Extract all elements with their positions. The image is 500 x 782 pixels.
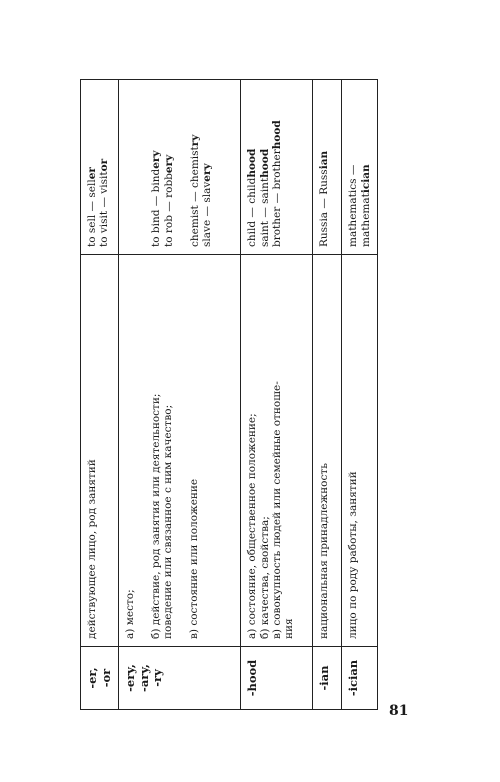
meaning-text: действующее лицо, род занятий <box>86 459 98 639</box>
example-line: child — childhood <box>246 148 259 247</box>
suffix-text: -ician <box>346 659 361 697</box>
example-line: mathematician <box>359 164 372 247</box>
meaning-cell <box>81 255 119 647</box>
table-row <box>313 80 342 710</box>
meaning-text: а) место; <box>124 589 137 639</box>
suffix-text: -ian <box>317 665 332 691</box>
meaning-text: б) действие, род занятия или деятельности; <box>149 393 162 639</box>
example-line: Russia — Russian <box>318 150 331 247</box>
suffix-cell <box>313 647 342 710</box>
example-line: slave — slavery <box>201 163 214 247</box>
table-row <box>119 80 241 710</box>
suffix-table-rotated <box>80 80 370 710</box>
suffix-cell <box>119 647 241 710</box>
suffix-text: -ry <box>150 669 165 687</box>
meaning-text: лицо по роду работы, занятий <box>347 471 360 639</box>
suffix-text: -er, <box>85 667 99 689</box>
examples-cell <box>342 80 378 255</box>
example-line: to sell — seller <box>86 167 98 247</box>
meaning-text: в) состояние или положение <box>188 478 201 639</box>
meaning-cell <box>342 255 378 647</box>
suffix-table <box>80 79 378 710</box>
examples-cell <box>119 80 241 255</box>
suffix-text: -ary, <box>136 664 151 692</box>
example-line: to visit — visitor <box>98 158 111 247</box>
suffix-text: -or <box>98 668 113 688</box>
example-line: chemist — chemistry <box>188 134 201 247</box>
meaning-text: б) качества, свойства; <box>258 516 271 639</box>
example-line: brother — brotherhood <box>270 120 283 247</box>
meaning-text: национальная принадлежность <box>318 463 331 639</box>
example-line: saint — sainthood <box>258 148 271 247</box>
suffix-text: -hood <box>245 659 260 697</box>
suffix-cell <box>241 647 313 710</box>
examples-cell <box>313 80 342 255</box>
meaning-text: поведение или связанное с ним качество; <box>161 404 174 639</box>
example-line: to bind — bindery <box>150 150 163 247</box>
suffix-text: -ery, <box>123 664 138 692</box>
page-number: 81 <box>389 703 409 719</box>
meaning-text: а) состояние, общественное положение; <box>246 413 259 639</box>
examples-cell <box>81 80 119 255</box>
examples-cell <box>241 80 313 255</box>
table-row <box>342 80 378 710</box>
meaning-cell <box>313 255 342 647</box>
meaning-text: в) совокупность людей или семейные отноше- <box>270 381 283 639</box>
suffix-cell <box>342 647 378 710</box>
suffix-cell <box>81 647 119 710</box>
meaning-cell <box>119 255 241 647</box>
table-row <box>81 80 119 710</box>
meaning-cell <box>241 255 313 647</box>
meaning-text: ния <box>283 618 296 639</box>
example-line: mathematics — <box>347 164 360 247</box>
example-line: to rob — robbery <box>162 154 175 247</box>
table-row <box>241 80 313 710</box>
